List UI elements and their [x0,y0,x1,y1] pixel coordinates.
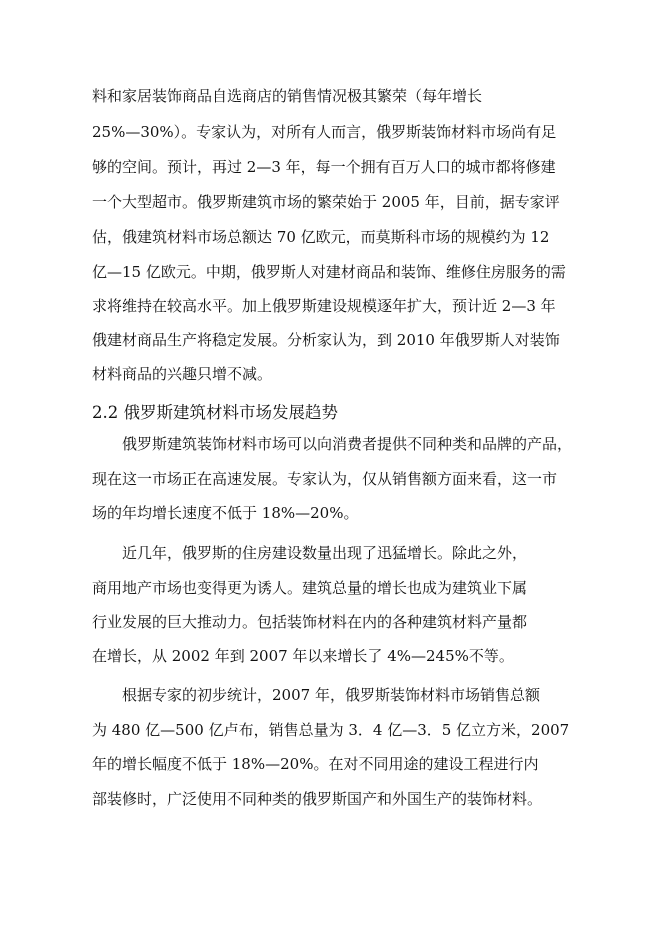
section-heading: 2.2 俄罗斯建筑材料市场发展趋势 [92,403,338,422]
para1-line-3: 场的年均增长速度不低于 18%—20%。 [92,504,359,522]
para2-line-3: 行业发展的巨大推动力。包括装饰材料在内的各种建筑材料产量都 [92,613,528,631]
para3-line-4: 部装修时，广泛使用不同种类的俄罗斯国产和外国生产的装饰材料。 [92,790,543,808]
intro-line-4: 一个大型超市。俄罗斯建筑市场的繁荣始于 2005 年，目前，据专家评 [92,193,560,211]
intro-line-8: 俄建材商品生产将稳定发展。分析家认为，到 2010 年俄罗斯人对装饰 [92,331,560,349]
intro-line-5: 估，俄建筑材料市场总额达 70 亿欧元，而莫斯科市场的规模约为 12 [92,228,550,246]
intro-line-9: 材料商品的兴趣只增不减。 [92,365,273,383]
para2-line-4: 在增长，从 2002 年到 2007 年以来增长了 4%—245%不等。 [92,647,514,665]
intro-line-6: 亿—15 亿欧元。中期，俄罗斯人对建材商品和装饰、维修住房服务的需 [92,263,566,281]
intro-line-3: 够的空间。预计，再过 2—3 年，每一个拥有百万人口的城市都将修建 [92,158,556,176]
para3-line-2: 为 480 亿—500 亿卢布，销售总量为 3．4 亿—3．5 亿立方米，2007 [92,721,570,739]
para3-line-1: 根据专家的初步统计，2007 年，俄罗斯装饰材料市场销售总额 [122,686,540,704]
intro-line-1: 料和家居装饰商品自选商店的销售情况极其繁荣（每年增长 [92,87,483,105]
para2-line-2: 商用地产市场也变得更为诱人。建筑总量的增长也成为建筑业下属 [92,579,528,597]
para2-line-1: 近几年，俄罗斯的住房建设数量出现了迅猛增长。除此之外， [122,544,528,562]
para1-line-2: 现在这一市场正在高速发展。专家认为，仅从销售额方面来看，这一市 [92,470,558,488]
para3-line-3: 年的增长幅度不低于 18%—20%。在对不同用途的建设工程进行内 [92,755,539,773]
intro-line-7: 求将维持在较高水平。加上俄罗斯建设规模逐年扩大，预计近 2—3 年 [92,297,556,315]
para1-line-1: 俄罗斯建筑装饰材料市场可以向消费者提供不同种类和品牌的产品， [122,435,573,453]
intro-line-2: 25%—30%）。专家认为，对所有人而言，俄罗斯装饰材料市场尚有足 [92,123,557,141]
